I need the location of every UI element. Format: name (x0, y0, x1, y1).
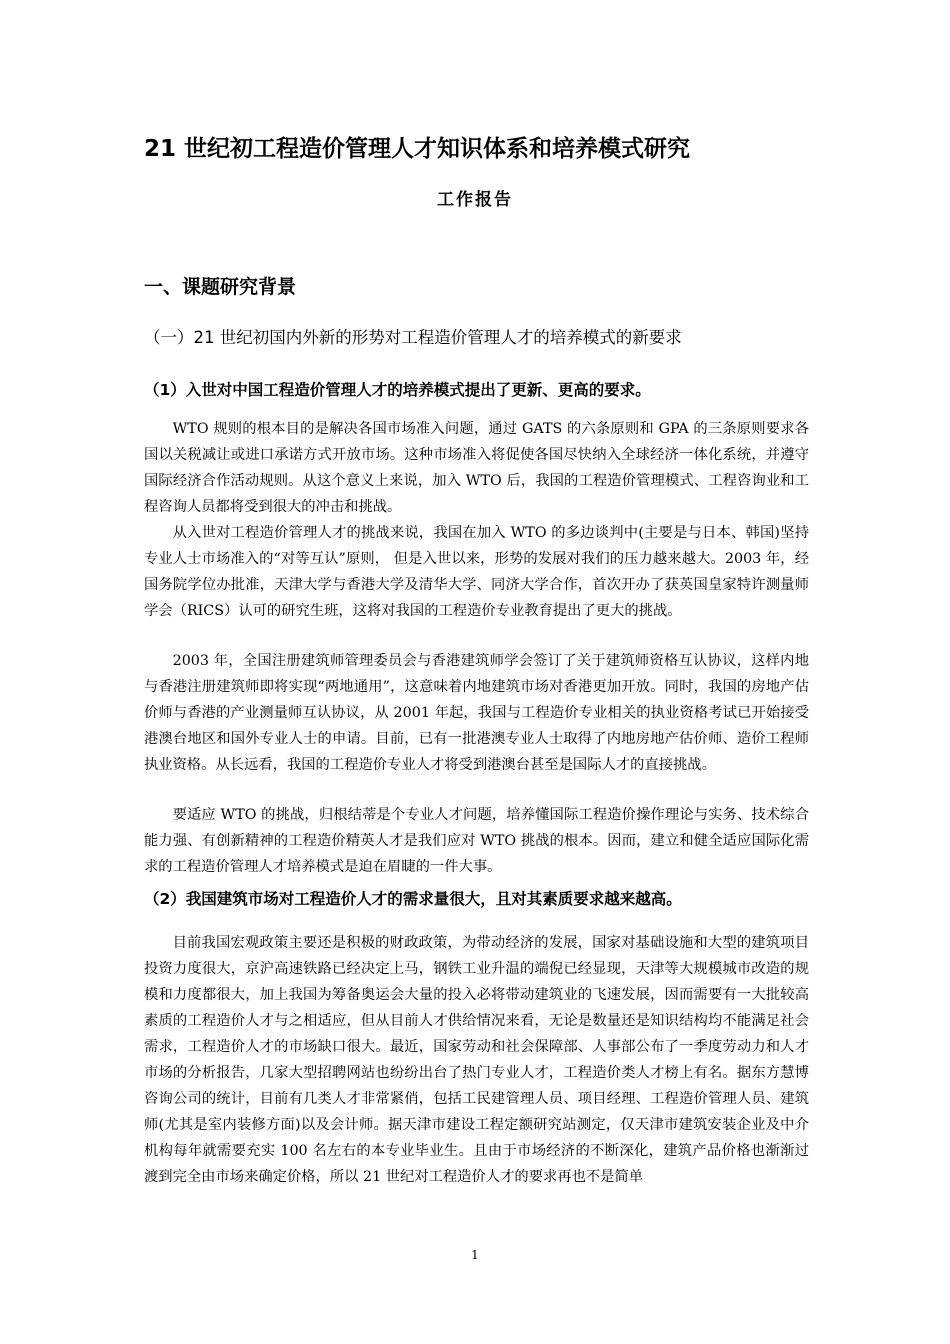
paragraph-hk-mutual-recognition: 2003 年，全国注册建筑师管理委员会与香港建筑师学会签订了关于建筑师资格互认协议，这样内地与香港注册建筑师即将实现“两地通用”，这意味着内地建筑市场对香港更加开放。同时，我国的房地产估价师与香港的产业测量师互认协议，从 2001 年起，我国与工程造价专业相关的执业资格考试已开始接受港澳台地区和国外专业人士的申请。目前，已有一批港澳专业人士取得了内地房地产估价师、造价工程师执业资格。从长远看，我国的工程造价专业人才将受到港澳台甚至是国际人才的直接挑战。 (144, 653, 809, 773)
document-title: 21 世纪初工程造价管理人才知识体系和培养模式研究 (144, 136, 691, 162)
paragraph-wto-challenge: 从入世对工程造价管理人才的挑战来说，我国在加入 WTO 的多边谈判中(主要是与日本、韩国)坚持专业人士市场准入的“对等互认”原则， 但是入世以来，形势的发展对我们的压力越来越大。2003 年，经国务院学位办批准，天津大学与香港大学及清华大学、同济大学合作，首次开办了获英国皇家特许测量师学会（RICS）认可的研究生班，这将对我国的工程造价专业教育提出了更大的挑战。 (144, 525, 809, 619)
paragraph-wto-rules: WTO 规则的根本目的是解决各国市场准入问题，通过 GATS 的六条原则和 GPA 的三条原则要求各国以关税减让或进口承诺方式开放市场。这种市场准入将促使各国尽快纳入全球经济一体化系统，并遵守国际经济合作活动规则。从这个意义上来说，加入 WTO 后，我国的工程造价管理模式、工程咨询业和工程咨询人员都将受到很大的冲击和挑战。 (144, 421, 809, 515)
subsection-heading: （一）21 世纪初国内外新的形势对工程造价管理人才的培养模式的新要求 (144, 328, 682, 347)
point-2-heading: （2）我国建筑市场对工程造价人才的需求量很大，且对其素质要求越来越高。 (144, 890, 682, 908)
document-subtitle: 工作报告 (437, 190, 513, 210)
page-number: 1 (471, 1248, 479, 1262)
paragraph-market-demand: 目前我国宏观政策主要还是积极的财政政策，为带动经济的发展，国家对基础设施和大型的建筑项目投资力度很大，京沪高速铁路已经决定上马，钢铁工业升温的端倪已经显现，天津等大规模城市改造的规模和力度都很大，加上我国为筹备奥运会大量的投入必将带动建筑业的飞速发展，因而需要有一大批较高素质的工程造价人才与之相适应，但从目前人才供给情况来看，无论是数量还是知识结构均不能满足社会需求，工程造价人才的市场缺口很大。最近，国家劳动和社会保障部、人事部公布了一季度劳动力和人才市场的分析报告，几家大型招聘网站也纷纷出台了热门专业人才，工程造价类人才榜上有名。据东方慧博咨询公司的统计，目前有几类人才非常紧俏，包括工民建管理人员、项目经理、工程造价管理人员、建筑师(尤其是室内装修方面)以及会计师。据天津市建设工程定额研究站测定，仅天津市建筑安装企业及中介机构每年就需要充实 100 名左右的本专业毕业生。且由于市场经济的不断深化，建筑产品价格也渐渐过渡到完全由市场来确定价格，所以 21 世纪对工程造价人才的要求再也不是简单 (144, 935, 809, 1185)
point-1-heading: （1）入世对中国工程造价管理人才的培养模式提出了更新、更高的要求。 (144, 381, 651, 399)
paragraph-talent-model: 要适应 WTO 的挑战，归根结蒂是个专业人才问题，培养懂国际工程造价操作理论与实务、技术综合能力强、有创新精神的工程造价精英人才是我们应对 WTO 挑战的根本。因而，建立和健全适应国际化需求的工程造价管理人才培养模式是迫在眉睫的一件大事。 (144, 807, 809, 875)
section-heading: 一、课题研究背景 (144, 276, 297, 298)
